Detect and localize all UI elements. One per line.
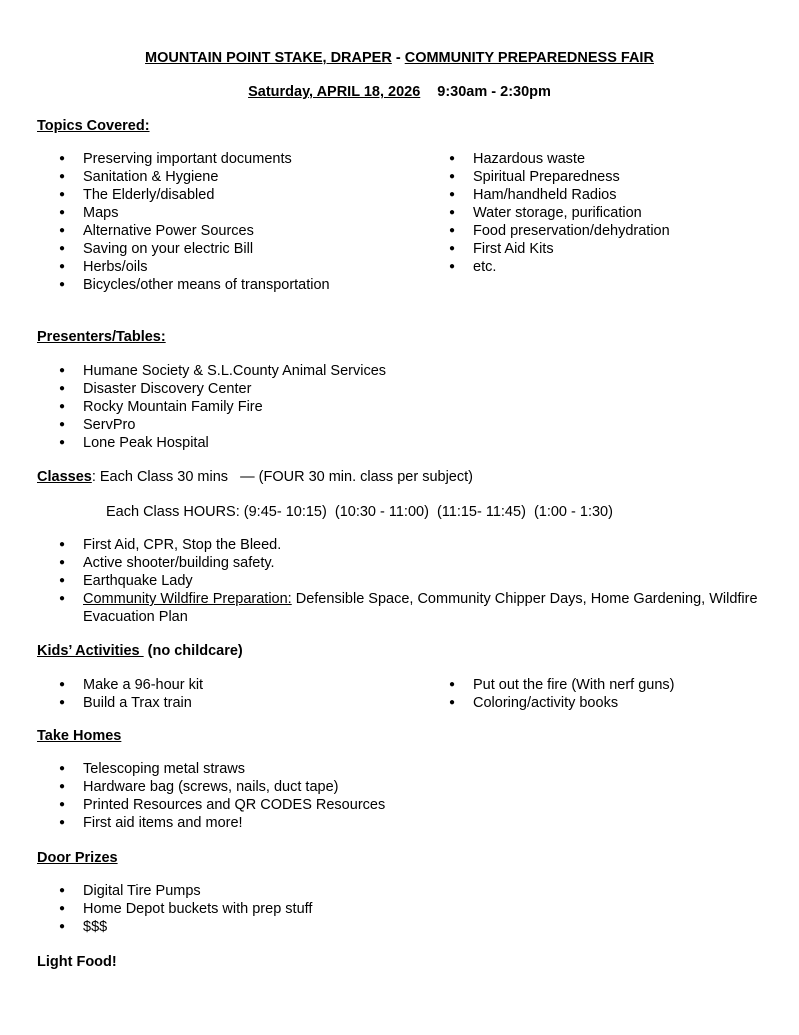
presenters-list bbox=[37, 362, 386, 452]
list-item: ● Herbs/oils bbox=[37, 258, 330, 276]
list-item: ● Home Depot buckets with prep stuff bbox=[37, 900, 312, 918]
list-item: ● Hazardous waste bbox=[427, 150, 670, 168]
list-item: ● Maps bbox=[37, 204, 330, 222]
list-item: ● First aid items and more! bbox=[37, 814, 385, 832]
list-item: ● Digital Tire Pumps bbox=[37, 882, 312, 900]
topics-list-left bbox=[37, 150, 330, 294]
list-item: ● Saving on your electric Bill bbox=[37, 240, 330, 258]
list-item: ● Sanitation & Hygiene bbox=[37, 168, 330, 186]
door-prizes-list bbox=[37, 882, 312, 936]
take-homes-list bbox=[37, 760, 385, 832]
event-time: 9:30am - 2:30pm bbox=[437, 84, 551, 100]
class-hours: Each Class HOURS: (9:45- 10:15) (10:30 - 11:00) (11:15- 11:45) (1:00 - 1:30) bbox=[106, 504, 613, 520]
list-item: ● Printed Resources and QR CODES Resources bbox=[37, 796, 385, 814]
presenters-heading: Presenters/Tables: bbox=[37, 329, 166, 345]
list-item: ● First Aid Kits bbox=[427, 240, 670, 258]
list-item: ● Ham/handheld Radios bbox=[427, 186, 670, 204]
list-item: ● etc. bbox=[427, 258, 670, 276]
stake-name: MOUNTAIN POINT STAKE, DRAPER bbox=[145, 50, 392, 66]
list-item-wildfire bbox=[37, 590, 767, 626]
kids-heading: Kids’ Activities bbox=[37, 643, 144, 659]
event-date-line bbox=[0, 83, 799, 101]
title-separator: - bbox=[391, 50, 405, 66]
kids-list-left bbox=[37, 676, 203, 712]
list-item: ● Build a Trax train bbox=[37, 694, 203, 712]
page-title bbox=[0, 49, 799, 67]
topics-heading: Topics Covered: bbox=[37, 118, 150, 134]
kids-list-right bbox=[427, 676, 674, 712]
kids-heading-line bbox=[37, 642, 243, 660]
list-item: ● Coloring/activity books bbox=[427, 694, 674, 712]
list-item: ● Preserving important documents bbox=[37, 150, 330, 168]
classes-intro-line bbox=[37, 468, 473, 486]
list-item: ● $$$ bbox=[37, 918, 312, 936]
list-item: ● Lone Peak Hospital bbox=[37, 434, 386, 452]
list-item: ● Disaster Discovery Center bbox=[37, 380, 386, 398]
door-prizes-heading: Door Prizes bbox=[37, 850, 118, 866]
list-item: ● First Aid, CPR, Stop the Bleed. bbox=[37, 536, 767, 554]
list-item: ● Spiritual Preparedness bbox=[427, 168, 670, 186]
topics-list-right bbox=[427, 150, 670, 276]
list-item: ● Rocky Mountain Family Fire bbox=[37, 398, 386, 416]
list-item: ● Put out the fire (With nerf guns) bbox=[427, 676, 674, 694]
list-item: ● Water storage, purification bbox=[427, 204, 670, 222]
list-item: ● Make a 96-hour kit bbox=[37, 676, 203, 694]
classes-intro: : Each Class 30 mins — (FOUR 30 min. class per subject) bbox=[91, 469, 473, 485]
fair-name: COMMUNITY PREPAREDNESS FAIR bbox=[404, 50, 654, 66]
list-item: ● Bicycles/other means of transportation bbox=[37, 276, 330, 294]
list-item: ● Earthquake Lady bbox=[37, 572, 767, 590]
list-item: ● Hardware bag (screws, nails, duct tape) bbox=[37, 778, 385, 796]
kids-note: (no childcare) bbox=[143, 643, 243, 659]
list-item: ● The Elderly/disabled bbox=[37, 186, 330, 204]
list-item: ● Alternative Power Sources bbox=[37, 222, 330, 240]
classes-list bbox=[37, 536, 767, 626]
light-food-note: Light Food! bbox=[37, 954, 117, 970]
wildfire-text: Defensible Space, Community Chipper Days, Home Gardening, Wildfire Evacuation Plan bbox=[83, 591, 758, 625]
take-homes-heading: Take Homes bbox=[37, 728, 122, 744]
list-item: ● Telescoping metal straws bbox=[37, 760, 385, 778]
event-date: Saturday, APRIL 18, 2026 bbox=[248, 84, 421, 100]
list-item: ● Food preservation/dehydration bbox=[427, 222, 670, 240]
wildfire-label: Community Wildfire Preparation: bbox=[83, 591, 292, 607]
list-item: ● ServPro bbox=[37, 416, 386, 434]
classes-heading: Classes bbox=[37, 469, 92, 485]
list-item: ● Humane Society & S.L.County Animal Services bbox=[37, 362, 386, 380]
list-item: ● Active shooter/building safety. bbox=[37, 554, 767, 572]
